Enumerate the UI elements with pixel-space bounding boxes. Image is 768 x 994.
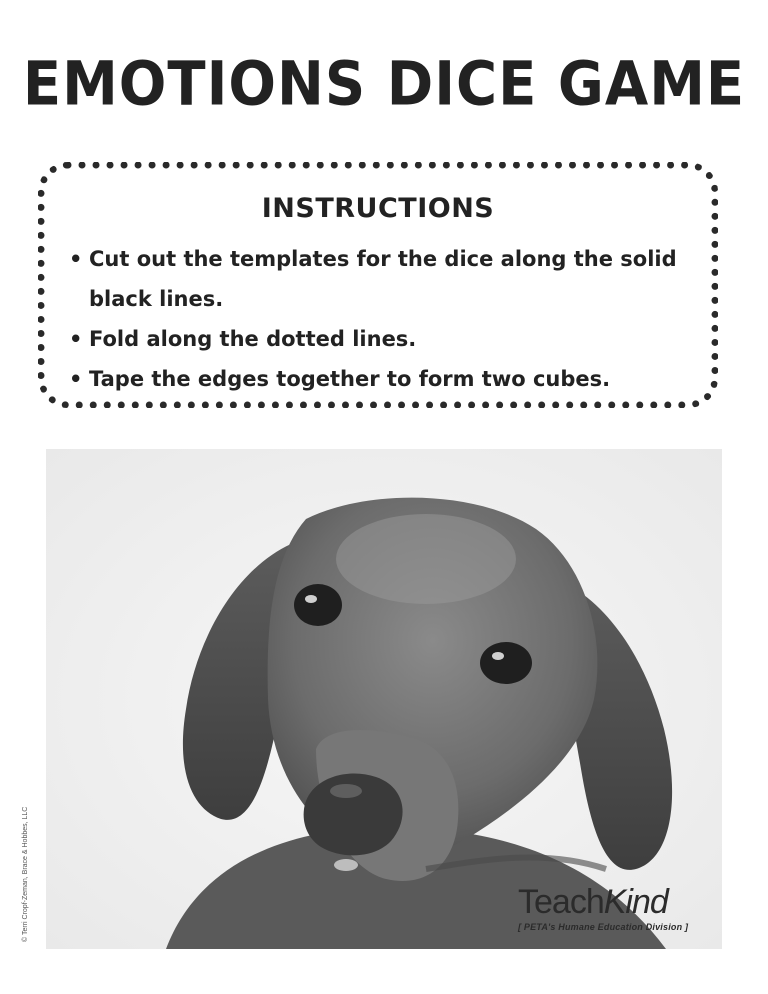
dog-illustration — [46, 449, 722, 949]
logo-wordmark — [518, 883, 718, 921]
bullet: • — [69, 367, 83, 391]
right-eye — [480, 642, 532, 684]
bullet: • — [69, 327, 83, 351]
teachkind-logo — [518, 883, 718, 943]
dog-photo — [46, 449, 722, 949]
instructions-heading: INSTRUCTIONS — [261, 193, 495, 224]
photo-credit: © Terri Cropf-Zeman, Brace & Hobbes, LLC — [22, 806, 29, 942]
instruction-item — [69, 239, 699, 319]
instruction-text: Fold along the dotted lines. — [89, 327, 417, 351]
logo-name-teach: Teach — [518, 883, 604, 921]
instruction-item — [69, 319, 699, 359]
bullet: • — [69, 247, 83, 271]
logo-name-kind: Kind — [603, 883, 668, 921]
logo-tagline: [ PETA's Humane Education Division ] — [518, 922, 689, 932]
page-title: EMOTIONS DICE GAME — [22, 49, 746, 120]
instruction-text: Tape the edges together to form two cubes. — [89, 367, 611, 391]
instruction-text: Cut out the templates for the dice along the solid black lines. — [89, 247, 677, 311]
left-eye — [294, 584, 342, 626]
instruction-item — [69, 359, 699, 399]
instructions-list — [69, 239, 699, 399]
instructions-box — [38, 162, 718, 408]
